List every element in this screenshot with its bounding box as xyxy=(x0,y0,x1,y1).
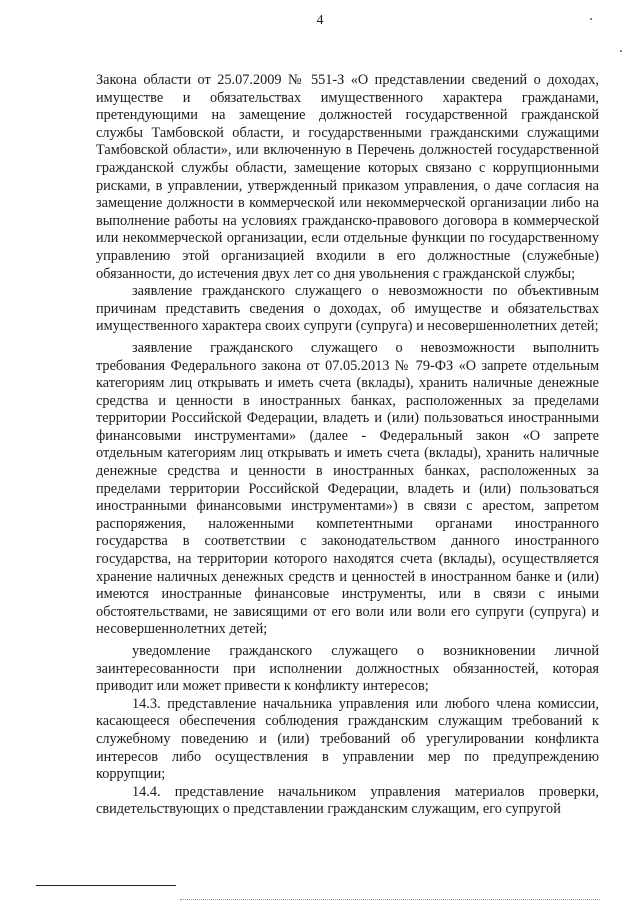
scan-speck xyxy=(620,50,622,52)
footnote-rule xyxy=(36,885,176,886)
paragraph-continuation: Закона области от 25.07.2009 № 551-З «О представлении сведений о доходах, имуществе и обязательствах имущественного характера гражданами, претендующими на замещение должностей государственной гражданской службы Тамбовской области, и государственными гражданскими служащими Тамбовской области», или включенную в Перечень должностей государственной гражданской службы области, замещение которых связано с коррупционными рисками, в управлении, утвержденный приказом управления, о даче согласия на замещение должности в коммерческой или некоммерческой организации либо на выполнение работы на условиях гражданско-правового договора в коммерческой или некоммерческой организации, если отдельные функции по государственному управлению этой организацией входили в его должностные (служебные) обязанности, до истечения двух лет со дня увольнения с гражданской службы; xyxy=(96,72,599,282)
scan-edge-noise xyxy=(180,899,600,901)
paragraph-notice-conflict: уведомление гражданского служащего о возникновении личной заинтересованности при исполнении должностных обязанностей, которая приводит или может привести к конфликту интересов; xyxy=(96,643,599,695)
paragraph-14-4: 14.4. представление начальником управления материалов проверки, свидетельствующих о представлении гражданским служащим, его супругой xyxy=(96,783,599,818)
paragraph-statement-foreign-accounts: заявление гражданского служащего о невозможности выполнить требования Федерального закона от 07.05.2013 № 79-ФЗ «О запрете отдельным категориям лиц открывать и иметь счета (вклады), хранить наличные денежные средства и ценности в иностранных банках, расположенных за пределами территории Российской Федерации, владеть и (или) пользоваться иностранными финансовыми инструментами» (далее - Федеральный закон «О запрете отдельным категориям лиц открывать и иметь счета (вклады), хранить наличные денежные средства и ценности в иностранных банках, расположенных за пределами территории Российской Федерации, владеть и (или) пользоваться иностранными финансовыми инструментами») в связи с арестом, запретом распоряжения, наложенными компетентными органами иностранного государства в соответствии с законодательством данного иностранного государства, на территории которого находятся счета (вклады), осуществляется хранение наличных денежных средств и ценностей в иностранном банке и (или) имеются иностранные финансовые инструменты, или в связи с иными обстоятельствами, не зависящими от его воли или воли его супруги (супруга) и несовершеннолетних детей; xyxy=(96,339,599,638)
page-number: 4 xyxy=(316,13,324,28)
scan-speck xyxy=(590,18,592,20)
paragraph-14-3: 14.3. представление начальника управления или любого члена комиссии, касающееся обеспечения соблюдения гражданским служащим требований к служебному поведению и (или) требований об урегулировании конфликта интересов либо осуществления в управлении мер по предупреждению коррупции; xyxy=(96,695,599,783)
paragraph-statement-income: заявление гражданского служащего о невозможности по объективным причинам представить сведения о доходах, об имуществе и обязательствах имущественного характера своих супруги (супруга) и несовершеннолетних детей; xyxy=(96,283,599,335)
document-body xyxy=(96,72,599,819)
